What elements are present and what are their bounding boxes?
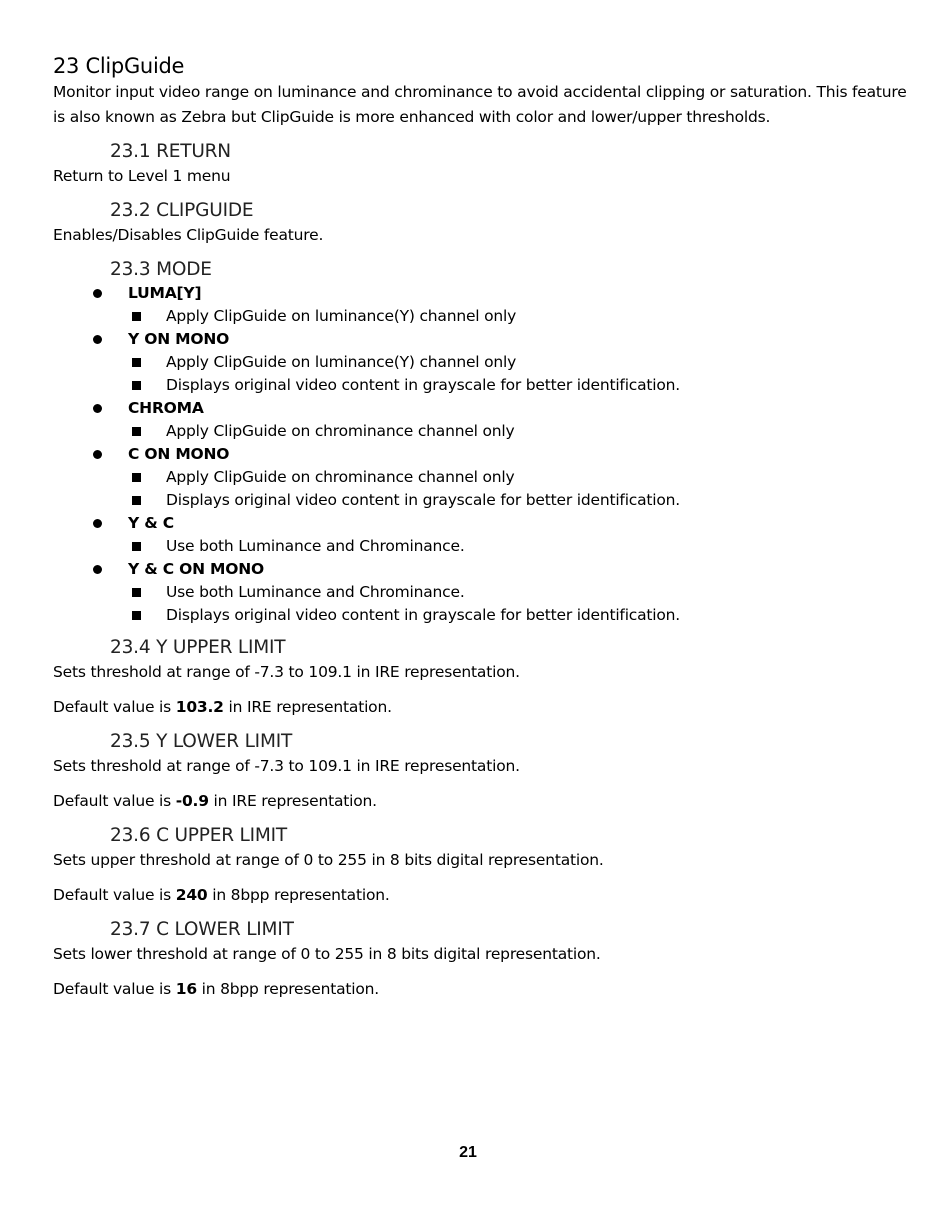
mode-name: C ON MONO [128, 445, 230, 463]
mode-detail [128, 420, 913, 443]
bullet-square-icon [132, 473, 141, 482]
c-upper-default [53, 883, 913, 908]
y-lower-default [53, 789, 913, 814]
return-heading: 23.1 RETURN [110, 141, 231, 162]
mode-detail-list [128, 581, 913, 627]
bullet-square-icon [132, 542, 141, 551]
bullet-square-icon [132, 496, 141, 505]
mode-detail-text: Displays original video content in grayscale for better identification. [166, 376, 681, 394]
page-number: 21 [459, 1144, 477, 1161]
mode-item [53, 397, 913, 443]
mode-detail-text: Apply ClipGuide on chrominance channel only [166, 468, 515, 486]
section-intro: Monitor input video range on luminance and chrominance to avoid accidental clipping or saturation. This feature is also known as Zebra but ClipGuide is more enhanced with color and lower/upper thresholds. [53, 83, 907, 126]
default-prefix: Default value is [53, 698, 176, 716]
default-prefix: Default value is [53, 792, 176, 810]
mode-detail-list [128, 420, 913, 443]
mode-name: Y ON MONO [128, 330, 230, 348]
mode-detail-list [128, 351, 913, 397]
mode-detail [128, 466, 913, 489]
c-lower-default [53, 977, 913, 1002]
clipguide-text: Enables/Disables ClipGuide feature. [53, 226, 324, 244]
clipguide-heading: 23.2 CLIPGUIDE [110, 200, 254, 221]
bullet-square-icon [132, 381, 141, 390]
mode-item [53, 282, 913, 328]
default-suffix: in IRE representation. [223, 698, 392, 716]
mode-item [53, 512, 913, 558]
bullet-dot-icon [93, 519, 102, 528]
mode-detail-text: Use both Luminance and Chrominance. [166, 537, 465, 555]
mode-heading: 23.3 MODE [110, 259, 212, 280]
c-upper-range: Sets upper threshold at range of 0 to 255 in 8 bits digital representation. [53, 851, 604, 869]
mode-detail [128, 489, 913, 512]
section-title: 23 ClipGuide [53, 54, 185, 78]
bullet-square-icon [132, 358, 141, 367]
default-value: 16 [175, 980, 197, 998]
c-upper-heading: 23.6 C UPPER LIMIT [110, 825, 288, 846]
bullet-dot-icon [93, 450, 102, 459]
mode-detail-text: Apply ClipGuide on luminance(Y) channel only [166, 353, 517, 371]
default-value: 240 [175, 886, 208, 904]
default-prefix: Default value is [53, 980, 176, 998]
bullet-dot-icon [93, 565, 102, 574]
default-value: 103.2 [175, 698, 224, 716]
return-text: Return to Level 1 menu [53, 167, 231, 185]
mode-detail [128, 535, 913, 558]
mode-list [53, 282, 913, 627]
mode-item [53, 328, 913, 397]
mode-detail [128, 351, 913, 374]
default-suffix: in IRE representation. [208, 792, 377, 810]
bullet-dot-icon [93, 335, 102, 344]
c-lower-heading: 23.7 C LOWER LIMIT [110, 919, 294, 940]
mode-detail [128, 305, 913, 328]
bullet-dot-icon [93, 289, 102, 298]
default-value: -0.9 [175, 792, 209, 810]
default-suffix: in 8bpp representation. [196, 980, 379, 998]
mode-detail-text: Apply ClipGuide on chrominance channel only [166, 422, 515, 440]
bullet-square-icon [132, 611, 141, 620]
mode-detail-text: Displays original video content in grayscale for better identification. [166, 491, 681, 509]
default-prefix: Default value is [53, 886, 176, 904]
mode-item [53, 558, 913, 627]
default-suffix: in 8bpp representation. [207, 886, 390, 904]
bullet-square-icon [132, 427, 141, 436]
mode-detail-text: Apply ClipGuide on luminance(Y) channel only [166, 307, 517, 325]
y-lower-heading: 23.5 Y LOWER LIMIT [110, 731, 293, 752]
mode-name: Y & C [128, 514, 174, 532]
bullet-square-icon [132, 588, 141, 597]
mode-name: LUMA[Y] [128, 284, 202, 302]
mode-detail [128, 581, 913, 604]
c-lower-range: Sets lower threshold at range of 0 to 255 in 8 bits digital representation. [53, 945, 601, 963]
y-lower-range: Sets threshold at range of -7.3 to 109.1 in IRE representation. [53, 757, 520, 775]
mode-name: CHROMA [128, 399, 204, 417]
mode-detail-list [128, 535, 913, 558]
document-page [53, 52, 913, 1002]
bullet-dot-icon [93, 404, 102, 413]
mode-detail-text: Displays original video content in grayscale for better identification. [166, 606, 681, 624]
y-upper-range: Sets threshold at range of -7.3 to 109.1 in IRE representation. [53, 663, 520, 681]
mode-name: Y & C ON MONO [128, 560, 264, 578]
bullet-square-icon [132, 312, 141, 321]
y-upper-default [53, 695, 913, 720]
mode-detail [128, 374, 913, 397]
mode-detail-list [128, 305, 913, 328]
mode-detail-text: Use both Luminance and Chrominance. [166, 583, 465, 601]
mode-item [53, 443, 913, 512]
mode-detail [128, 604, 913, 627]
mode-detail-list [128, 466, 913, 512]
y-upper-heading: 23.4 Y UPPER LIMIT [110, 637, 286, 658]
